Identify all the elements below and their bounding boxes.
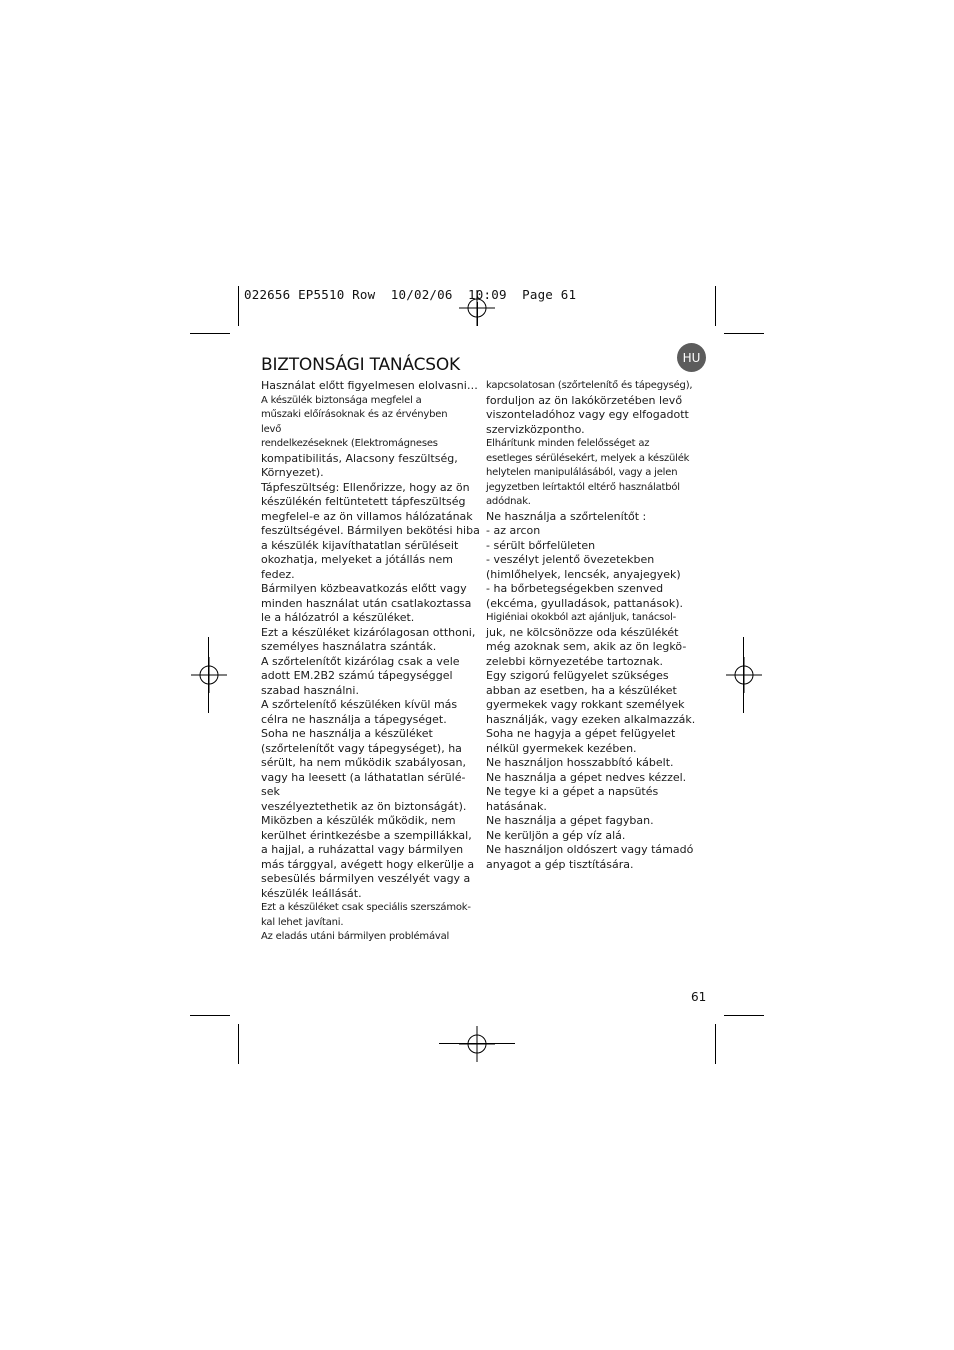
text-line: veszélyeztethetik az ön biztonságát).: [261, 799, 467, 813]
text-line: Ne használjon oldószert vagy támadó: [486, 843, 694, 856]
text-line: műszaki előírásoknak és az érvényben: [261, 409, 448, 420]
page-title: BIZTONSÁGI TANÁCSOK: [261, 355, 460, 375]
print-slug-line: 022656 EP5510 Row 10/02/06 10:09 Page 61: [244, 287, 577, 302]
crop-mark: [439, 1043, 515, 1044]
crop-mark: [743, 637, 744, 713]
text-line: - az arcon: [486, 524, 541, 537]
crop-mark: [724, 333, 764, 334]
crop-mark: [190, 1015, 230, 1016]
text-column-right: [486, 379, 701, 872]
text-line: készülékén feltüntetett tápfeszültség: [261, 495, 466, 508]
page-number: 61: [691, 990, 707, 1004]
text-line: (szőrtelenítőt vagy tápegységet), ha: [261, 741, 462, 755]
text-line: zelebbi környezetébe tartoznak.: [486, 654, 664, 668]
text-line: - veszélyt jelentő övezetekben: [486, 553, 655, 566]
crop-mark: [238, 286, 239, 326]
text-line: Higiéniai okokból azt ajánljuk, tanácsol-: [486, 612, 677, 623]
text-line: viszonteladóhoz vagy egy elfogadott: [486, 408, 689, 421]
text-line: Használat előtt figyelmesen elolvasni…: [261, 379, 478, 392]
text-line: jegyzetben leírtaktól eltérő használatból: [486, 481, 680, 493]
text-line: fedez.: [261, 567, 295, 581]
text-line: abban az esetben, ha a készüléket: [486, 683, 677, 697]
text-line: használják, vagy ezeken alkalmazzák.: [486, 712, 696, 726]
text-line: Tápfeszültség: Ellenőrizze, hogy az ön: [261, 480, 470, 494]
text-line: célra ne használja a tápegységet.: [261, 712, 447, 726]
text-line: juk, ne kölcsönözze oda készülékét: [486, 625, 679, 639]
text-line: - ha bőrbetegségekben szenved: [486, 582, 664, 595]
text-line: sek: [261, 785, 280, 798]
text-line: le a hálózatról a készüléket.: [261, 611, 415, 624]
text-line: megfelel-e az ön villamos hálózatának: [261, 509, 473, 523]
text-line: a hajjal, a ruházattal vagy bármilyen: [261, 843, 464, 856]
text-line: A szőrtelenítőt kizárólag csak a vele: [261, 654, 460, 668]
text-line: Ne használja a gépet nedves kézzel.: [486, 770, 687, 784]
text-line: kompatibilitás, Alacsony feszültség,: [261, 451, 458, 465]
language-badge: HU: [677, 343, 706, 372]
text-line: Miközben a készülék működik, nem: [261, 814, 456, 827]
crop-mark: [208, 637, 209, 713]
text-line: szervizközpontho.: [486, 422, 585, 436]
text-line: Bármilyen közbeavatkozás előtt vagy: [261, 582, 467, 595]
text-line: adott EM.2B2 számú tápegységgel: [261, 669, 453, 682]
text-line: minden használat után csatlakoztassa: [261, 596, 472, 610]
text-line: Ne használja a szőrtelenítőt :: [486, 509, 647, 523]
text-line: (himlőhelyek, lencsék, anyajegyek): [486, 567, 681, 581]
text-line: nélkül gyermekek kezében.: [486, 741, 637, 755]
text-line: A készülék biztonsága megfelel a: [261, 394, 422, 406]
crop-mark: [724, 1015, 764, 1016]
text-line: Az eladás utáni bármilyen problémával: [261, 931, 450, 942]
text-line: kerülhet érintkezésbe a szempillákkal,: [261, 828, 472, 842]
registration-mark-right: [726, 657, 762, 693]
text-line: kapcsolatosan (szőrtelenítő és tápegység),: [486, 380, 693, 391]
text-line: vagy ha leesett (a láthatatlan sérülé-: [261, 770, 466, 784]
text-line: Elhárítunk minden felelősséget az: [486, 438, 650, 449]
text-line: Környezet).: [261, 466, 324, 479]
text-line: anyagot a gép tisztítására.: [486, 857, 634, 871]
text-line: levő: [261, 423, 282, 435]
text-line: helytelen manipulálásából, vagy a jelen: [486, 467, 678, 478]
crop-mark: [715, 286, 716, 326]
text-line: gyermekek vagy rokkant személyek: [486, 698, 685, 711]
text-line: rendelkezéseknek (Elektromágneses: [261, 438, 438, 449]
text-line: Ezt a készüléket csak speciális szerszámok-: [261, 902, 471, 913]
text-line: Ne használja a gépet fagyban.: [486, 814, 654, 827]
text-line: személyes használatra szánták.: [261, 640, 437, 653]
text-line: hatásának.: [486, 799, 547, 813]
text-line: szabad használni.: [261, 683, 359, 697]
text-line: más tárggyal, avégett hogy elkerülje a: [261, 857, 475, 871]
crop-mark: [190, 333, 230, 334]
text-line: készülék leállását.: [261, 886, 362, 900]
text-line: Ne kerüljön a gép víz alá.: [486, 828, 626, 842]
crop-mark: [238, 1024, 239, 1064]
text-line: még azoknak sem, akik az ön legkö-: [486, 640, 687, 653]
crop-mark: [477, 302, 478, 326]
text-line: Ezt a készüléket kizárólagosan otthoni,: [261, 625, 476, 639]
text-line: Soha ne használja a készüléket: [261, 727, 433, 740]
text-line: Ne használjon hosszabbító kábelt.: [486, 756, 674, 769]
text-line: Ne tegye ki a gépet a napsütés: [486, 785, 659, 798]
text-line: adódnak.: [486, 496, 531, 507]
registration-mark-bottom: [459, 1026, 495, 1062]
text-column-left: [261, 379, 480, 945]
text-line: kal lehet javítani.: [261, 916, 344, 928]
crop-mark: [715, 1024, 716, 1064]
text-line: okozhatja, melyeket a jótállás nem: [261, 553, 454, 566]
text-line: esetleges sérülésekért, melyek a készülék: [486, 452, 690, 464]
text-line: - sérült bőrfelületen: [486, 538, 596, 552]
text-line: forduljon az ön lakókörzetében levő: [486, 393, 683, 407]
text-line: Egy szigorú felügyelet szükséges: [486, 669, 669, 682]
text-line: a készülék kijavíthatatlan sérüléseit: [261, 538, 459, 552]
text-line: (ekcéma, gyulladások, pattanások).: [486, 596, 683, 610]
text-line: sérült, ha nem működik szabályosan,: [261, 756, 467, 769]
text-line: sebesülés bármilyen veszélyét vagy a: [261, 872, 471, 885]
text-line: feszültségével. Bármilyen bekötési hiba: [261, 524, 480, 537]
text-line: A szőrtelenítő készüléken kívül más: [261, 698, 458, 711]
registration-mark-left: [191, 657, 227, 693]
text-line: Soha ne hagyja a gépet felügyelet: [486, 727, 676, 740]
